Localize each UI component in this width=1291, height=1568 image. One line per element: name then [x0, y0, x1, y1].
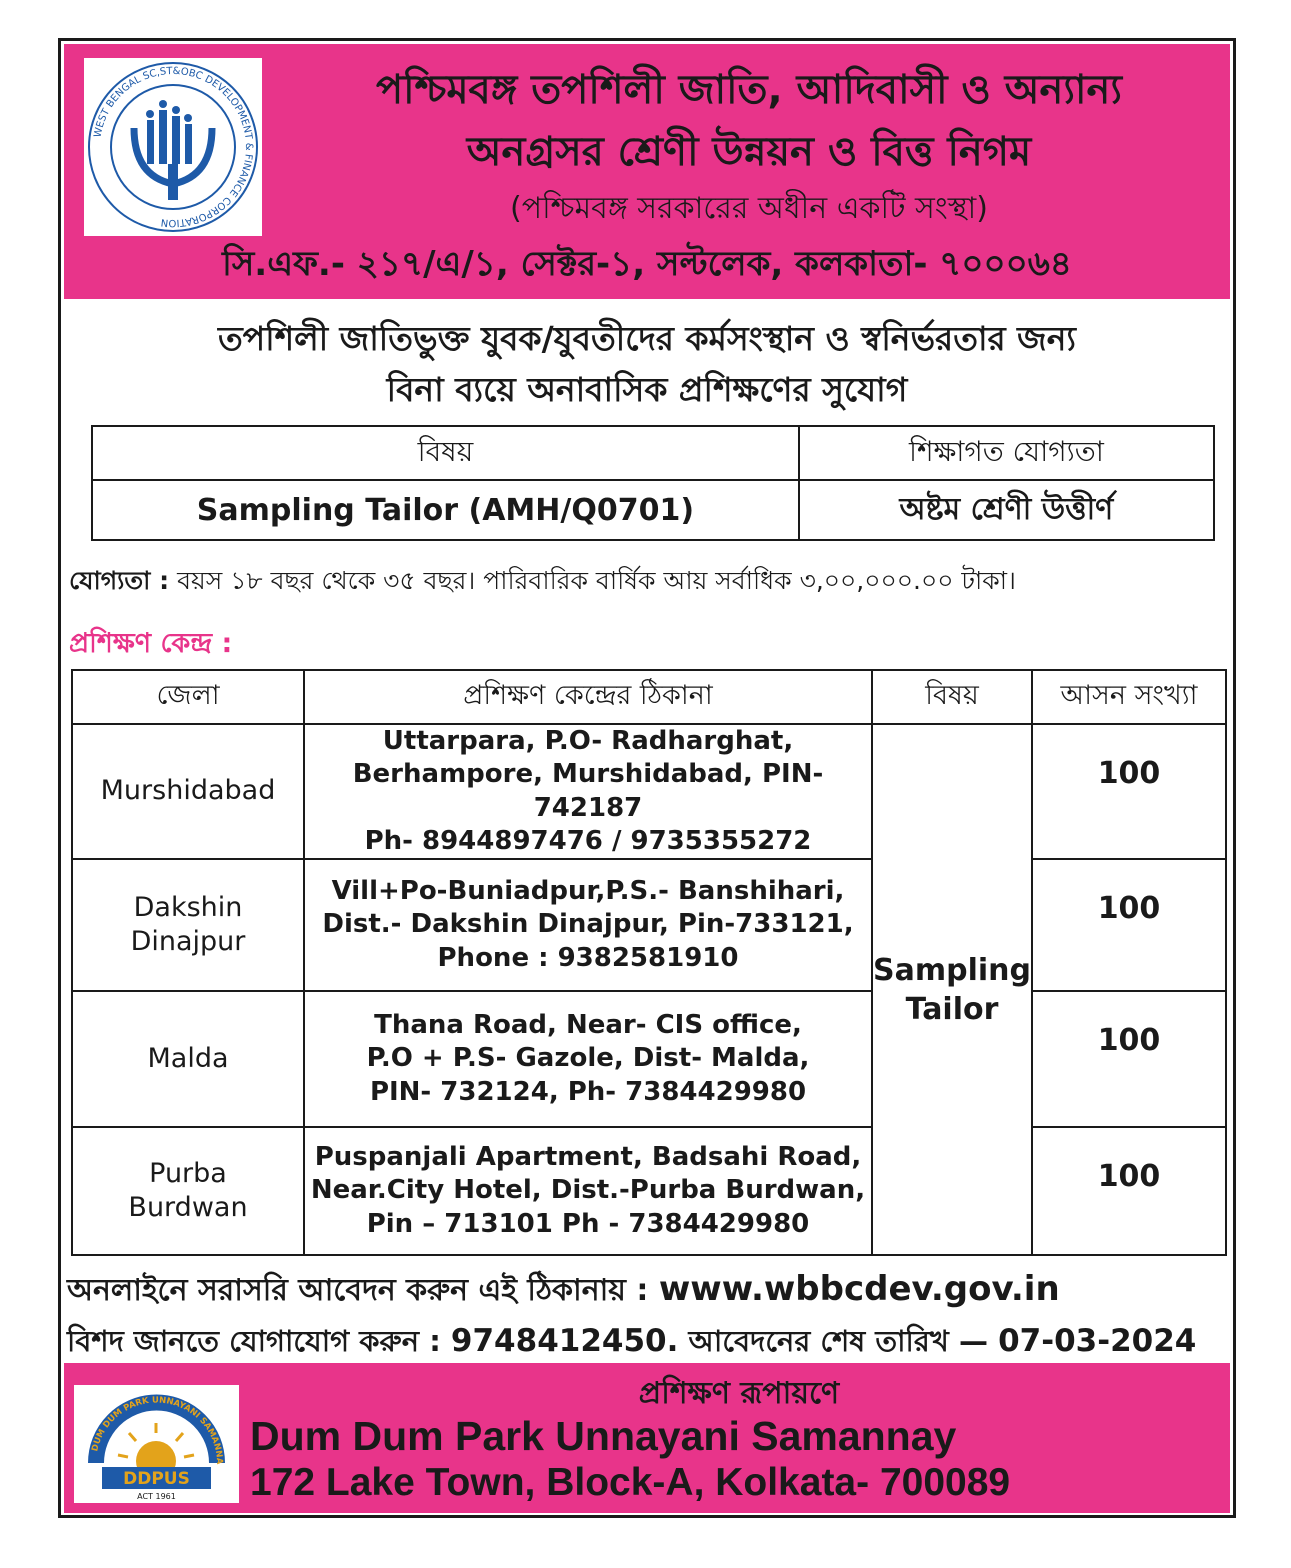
address-line: Puspanjali Apartment, Badsahi Road,: [314, 1142, 862, 1173]
corporation-address: সি.এফ.- ২১৭/এ/১, সেক্টর-১, সল্টলেক, কলকাতা- ৭০০০৬৪: [222, 244, 1072, 284]
online-apply-line: [67, 1266, 1060, 1317]
address-line: Ph- 8944897476 / 9735355272: [364, 825, 812, 856]
district-cell: [72, 1127, 304, 1255]
table-row: [72, 1127, 1226, 1255]
contact-text: বিশদ জানতে যোগাযোগ করুন :: [67, 1324, 441, 1358]
seats-cell: 100: [1032, 724, 1226, 859]
address-line: Thana Road, Near- CIS office,: [374, 1010, 802, 1041]
address-line: Vill+Po-Buniadpur,P.S.- Banshihari,: [331, 876, 845, 907]
apply-url-link[interactable]: www.wbbcdev.gov.in: [658, 1269, 1060, 1309]
center-table-header: [72, 670, 1226, 724]
training-center-heading: প্রশিক্ষণ কেন্দ্র :: [69, 628, 233, 659]
district-cell: [72, 991, 304, 1127]
table-row: [72, 991, 1226, 1127]
seats-cell: 100: [1032, 991, 1226, 1127]
address-cell: [304, 859, 872, 991]
course-name-line: Tailor: [905, 991, 999, 1027]
deadline-label: আবেদনের শেষ তারিখ —: [688, 1324, 988, 1358]
implementing-org-name: Dum Dum Park Unnayani Samannay: [250, 1413, 957, 1459]
address-line: Pin – 713101 Ph - 7384429980: [366, 1208, 810, 1239]
district-name: Dinajpur: [130, 926, 246, 958]
deadline-date: 07-03-2024: [998, 1323, 1197, 1359]
eligibility-note: [69, 561, 1016, 604]
eligibility-text: বয়স ১৮ বছর থেকে ৩৫ বছর। পারিবারিক বার্ষিক আয় সর্বাধিক ৩,০০,০০০.০০ টাকা।: [177, 566, 1016, 595]
address-line: Near.City Hotel, Dist.-Purba Burdwan,: [310, 1175, 866, 1206]
subject-qualification-table: [91, 425, 1215, 541]
corporation-name-line1: পশ্চিমবঙ্গ তপশিলী জাতি, আদিবাসী ও অন্যান্য: [376, 67, 1122, 113]
corporation-name-line2: অনগ্রসর শ্রেণী উন্নয়ন ও বিত্ত নিগম: [466, 129, 1032, 175]
seats-header: আসন সংখ্যা: [1032, 670, 1226, 724]
apply-text: অনলাইনে সরাসরি আবেদন করুন এই ঠিকানায় :: [67, 1273, 649, 1308]
district-name: Purba: [149, 1157, 227, 1189]
address-cell: [304, 724, 872, 859]
qualification-cell: অষ্টম শ্রেণী উত্তীর্ণ: [799, 480, 1214, 540]
header-banner: [64, 44, 1230, 299]
headline-line1: তপশিলী জাতিভুক্ত যুবক/যুবতীদের কর্মসংস্থান ও স্বনির্ভরতার জন্য: [218, 319, 1076, 358]
implementation-label: প্রশিক্ষণ রূপায়ণে: [638, 1376, 840, 1411]
logo-ring-text: WEST BENGAL SC,ST&OBC DEVELOPMENT & FINANCE CORPORATION: [92, 65, 255, 229]
advertisement-frame: [58, 38, 1236, 1518]
subject-cell: Sampling Tailor (AMH/Q0701): [92, 480, 799, 540]
eligibility-label: যোগ্যতা :: [69, 566, 170, 595]
district-cell: [72, 859, 304, 991]
address-line: PIN- 732124, Ph- 7384429980: [369, 1076, 807, 1107]
district-name: Malda: [147, 1042, 229, 1074]
corporation-logo-icon: [84, 58, 262, 236]
ddpus-logo-label: DDPUS: [123, 1469, 190, 1489]
ddpus-logo-act: ACT 1961: [137, 1492, 176, 1501]
implementing-org-address: 172 Lake Town, Block-A, Kolkata- 700089: [250, 1461, 1011, 1504]
table-row: [72, 724, 1226, 859]
address-line: Uttarpara, P.O- Radharghat,: [382, 726, 794, 756]
subject-table-header: [92, 426, 1214, 480]
course-name-line: Sampling: [873, 952, 1031, 988]
ddpus-ring-text: DUM DUM PARK UNNAYANI SAMANNA: [90, 1395, 225, 1464]
corporation-subtitle: (পশ্চিমবঙ্গ সরকারের অধীন একটি সংস্থা): [510, 191, 988, 226]
address-header: প্রশিক্ষণ কেন্দ্রের ঠিকানা: [304, 670, 872, 724]
seats-cell: 100: [1032, 1127, 1226, 1255]
subject-header: বিষয়: [92, 426, 799, 480]
course-cell: [872, 724, 1032, 1255]
address-cell: [304, 1127, 872, 1255]
address-line: Phone : 9382581910: [437, 942, 739, 973]
training-center-table: [71, 669, 1227, 1256]
table-row: [72, 859, 1226, 991]
district-name: Dakshin: [133, 891, 243, 923]
district-name: Burdwan: [128, 1192, 248, 1224]
ddpus-logo-icon: [74, 1385, 239, 1503]
contact-line: [67, 1319, 1196, 1368]
district-header: জেলা: [72, 670, 304, 724]
qualification-header: শিক্ষাগত যোগ্যতা: [799, 426, 1214, 480]
address-line: Berhampore, Murshidabad, PIN- 742187: [352, 759, 824, 823]
address-line: P.O + P.S- Gazole, Dist- Malda,: [366, 1043, 810, 1074]
corporation-logo: [84, 58, 262, 236]
district-cell: [72, 724, 304, 859]
course-header: বিষয়: [872, 670, 1032, 724]
seats-cell: 100: [1032, 859, 1226, 991]
contact-phone: 9748412450.: [450, 1323, 679, 1359]
headline-line2: বিনা ব্যয়ে অনাবাসিক প্রশিক্ষণের সুযোগ: [386, 370, 908, 409]
subject-table-row: [92, 480, 1214, 540]
ddpus-logo: [74, 1385, 239, 1503]
district-name: Murshidabad: [100, 775, 276, 807]
address-cell: [304, 991, 872, 1127]
address-line: Dist.- Dakshin Dinajpur, Pin-733121,: [322, 909, 854, 940]
footer-banner: [64, 1363, 1230, 1513]
